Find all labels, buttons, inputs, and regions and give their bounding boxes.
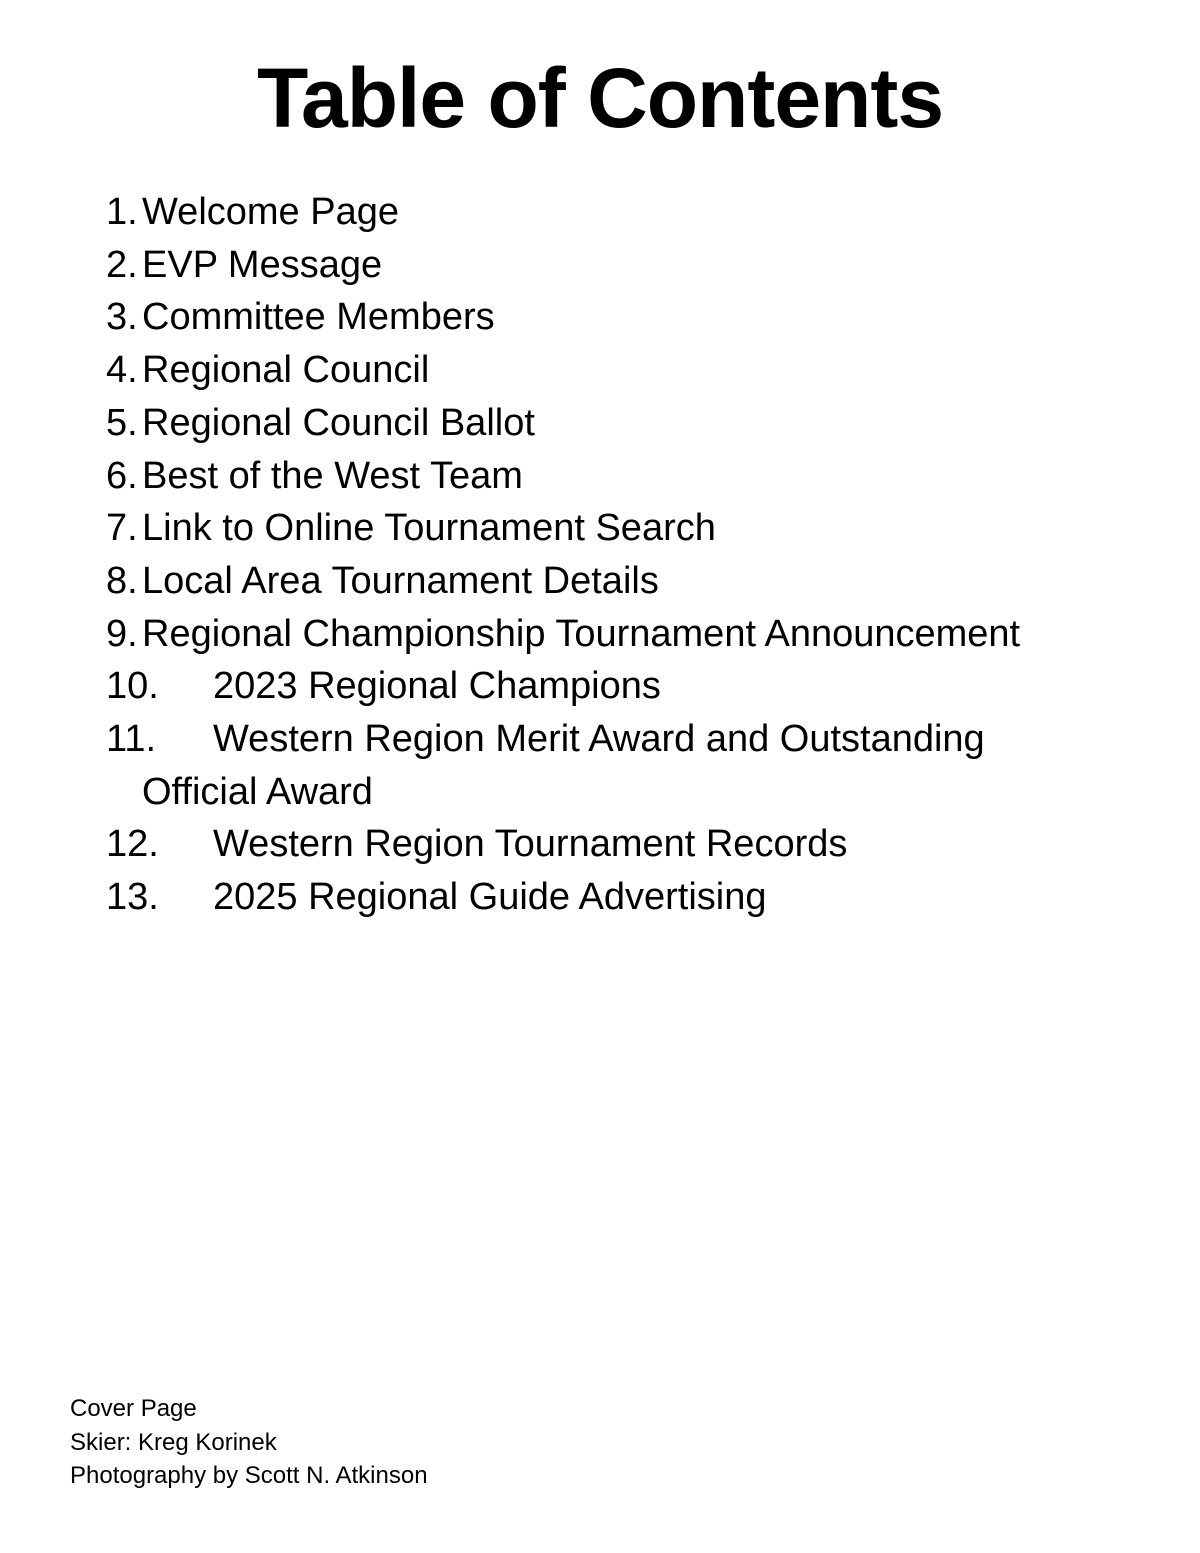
toc-item-number: 6.: [106, 454, 138, 497]
toc-item-number: 7.: [106, 507, 138, 550]
toc-item-committee-members: [106, 291, 1106, 344]
toc-item-text: Western Region Merit Award and Outstanding: [213, 718, 985, 761]
toc-item-text: Local Area Tournament Details: [142, 559, 659, 602]
toc-item-text: EVP Message: [142, 243, 383, 286]
toc-item-evp-message: [106, 239, 1106, 292]
toc-item-text: Regional Council Ballot: [142, 401, 535, 444]
toc-item-text: Regional Council: [142, 349, 430, 392]
toc-item-tournament-records: [106, 818, 1106, 871]
credit-photography: Photography by Scott N. Atkinson: [70, 1462, 428, 1489]
toc-item-number: 10.: [106, 665, 159, 708]
toc-item-text: Link to Online Tournament Search: [142, 507, 716, 550]
toc-item-number: 11.: [106, 718, 157, 761]
toc-item-number: 12.: [106, 823, 159, 866]
credit-skier: Skier: Kreg Korinek: [70, 1428, 277, 1456]
toc-item-number: 3.: [106, 296, 138, 339]
toc-item-best-of-the-west-team: [106, 450, 1106, 503]
toc-item-number: 5.: [106, 401, 138, 444]
toc-item-text: Committee Members: [142, 296, 495, 339]
toc-item-number: 2.: [106, 243, 138, 286]
toc-item-text: 2023 Regional Champions: [213, 665, 661, 708]
credit-cover-page: Cover Page: [70, 1395, 197, 1422]
toc-item-text: Welcome Page: [142, 191, 399, 233]
toc-item-text-continuation: Official Award: [142, 770, 373, 813]
page-title: Table of Contents: [256, 51, 944, 145]
table-of-contents: [106, 186, 1106, 924]
toc-item-text: Best of the West Team: [142, 454, 523, 497]
toc-item-regional-council: [106, 344, 1106, 397]
toc-item-regional-championship-announcement: [106, 608, 1106, 661]
toc-item-number: 8.: [106, 559, 138, 602]
toc-item-online-tournament-search: [106, 502, 1106, 555]
toc-item-regional-council-ballot: [106, 397, 1106, 450]
toc-item-number: 13.: [106, 876, 159, 919]
toc-item-welcome-page: [106, 186, 1106, 239]
toc-item-text: Western Region Tournament Records: [213, 823, 848, 866]
toc-item-merit-award: [106, 713, 1106, 818]
toc-item-number: 9.: [106, 612, 138, 655]
toc-item-text: 2025 Regional Guide Advertising: [213, 876, 767, 919]
toc-item-text: Regional Championship Tournament Announcement: [142, 612, 1021, 655]
toc-item-number: 1.: [106, 191, 138, 233]
toc-item-number: 4.: [106, 349, 138, 392]
toc-item-2023-regional-champions: [106, 660, 1106, 713]
toc-item-local-area-tournament-details: [106, 555, 1106, 608]
toc-item-guide-advertising: [106, 871, 1106, 924]
cover-credits: [70, 1392, 428, 1493]
